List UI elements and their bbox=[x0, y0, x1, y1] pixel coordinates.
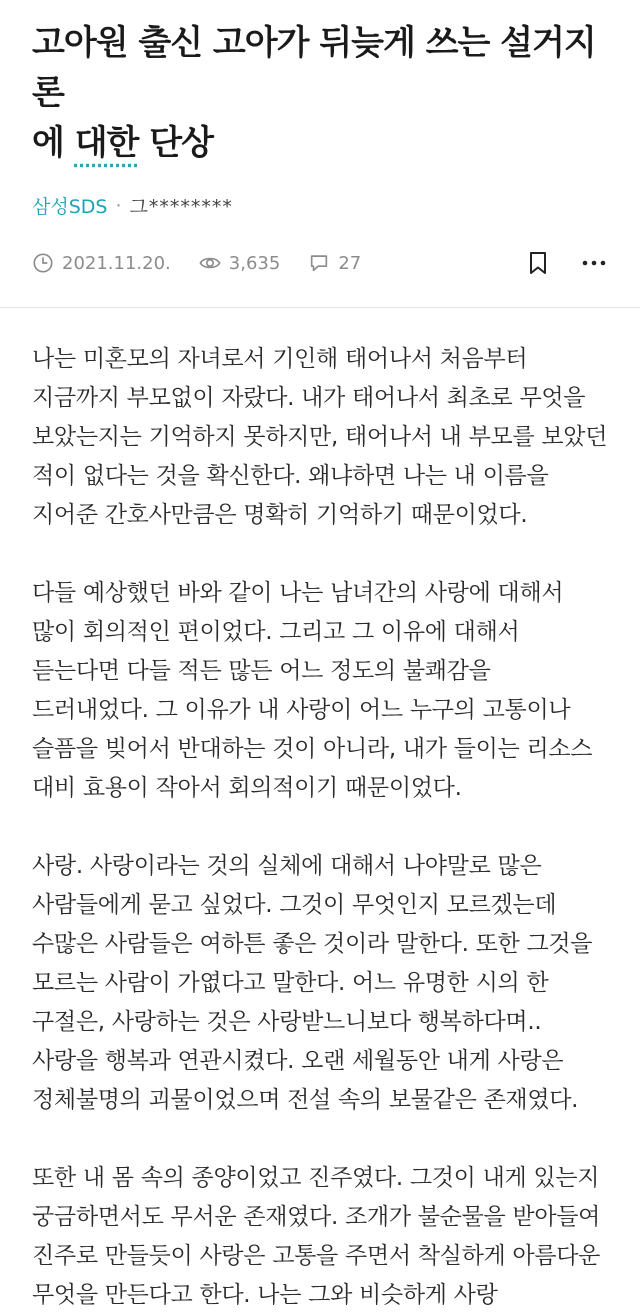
body-paragraph: 다들 예상했던 바와 같이 나는 남녀간의 사랑에 대해서 많이 회의적인 편이었다. 그리고 그 이유에 대해서 듣는다면 다들 적든 많든 어느 정도의 불쾌감을 드러내었다. 그 이유가 내 사랑이 어느 누구의 고통이나 슬픔을 빚어서 반대하는 것이 아니라, 내가 들이는 리소스 대비 효용이 작아서 회의적이기 때문이었다. bbox=[32, 580, 593, 801]
article-title bbox=[32, 18, 608, 168]
title-text-1: 고아원 출신 고아가 뒤늦게 쓰는 설거지론 bbox=[32, 23, 596, 113]
bookmark-button[interactable] bbox=[524, 249, 552, 277]
more-options-button[interactable] bbox=[580, 249, 608, 277]
more-icon bbox=[582, 259, 606, 267]
bookmark-icon bbox=[527, 251, 549, 275]
date-info bbox=[32, 252, 171, 274]
views-info bbox=[199, 252, 281, 274]
separator-dot: · bbox=[115, 194, 122, 217]
comment-icon bbox=[308, 252, 330, 274]
comment-count: 27 bbox=[338, 252, 362, 274]
author-name[interactable]: 그******** bbox=[129, 196, 233, 218]
author-row bbox=[32, 192, 608, 219]
meta-row bbox=[32, 241, 608, 285]
title-keyword-link[interactable]: 대한 bbox=[74, 123, 139, 163]
company-link[interactable]: 삼성SDS bbox=[32, 196, 108, 218]
title-text-2: 에 bbox=[32, 123, 75, 163]
title-text-3: 단상 bbox=[138, 123, 213, 163]
post-date: 2021.11.20. bbox=[62, 252, 171, 274]
clock-icon bbox=[32, 252, 54, 274]
article-body bbox=[0, 308, 640, 1315]
comments-info[interactable] bbox=[308, 252, 361, 274]
body-paragraph: 나는 미혼모의 자녀로서 기인해 태어나서 처음부터 지금까지 부모없이 자랐다. 내가 태어나서 최초로 무엇을 보았는지는 기억하지 못하지만, 태어나서 내 부모를 보았던 적이 없다는 것을 확신한다. 왜냐하면 나는 내 이름을 지어준 간호사만큼은 명확히 기억하기 때문이었다. bbox=[32, 346, 608, 528]
action-buttons bbox=[524, 249, 608, 277]
body-paragraph: 사랑. 사랑이라는 것의 실체에 대해서 나야말로 많은 사람들에게 묻고 싶었다. 그것이 무엇인지 모르겠는데 수많은 사람들은 여하튼 좋은 것이라 말한다. 또한 그것을 모르는 사람이 가엾다고 말한다. 어느 유명한 시의 한 구절은, 사랑하는 것은 사랑받느니보다 행복하다며.. 사랑을 행복과 연관시켰다. 오랜 세월동안 내게 사랑은 정체불명의 괴물이었으며 전설 속의 보물같은 존재였다. bbox=[32, 853, 593, 1113]
article-header bbox=[0, 0, 640, 285]
view-count: 3,635 bbox=[228, 252, 281, 274]
eye-icon bbox=[199, 252, 221, 274]
body-paragraph: 또한 내 몸 속의 종양이었고 진주였다. 그것이 내게 있는지 궁금하면서도 무서운 존재였다. 조개가 불순물을 받아들여 진주로 만들듯이 사랑은 고통을 주면서 착실하게 아름다운 무엇을 만든다고 한다. 나는 그와 비슷하게 사랑 bbox=[32, 1165, 601, 1308]
